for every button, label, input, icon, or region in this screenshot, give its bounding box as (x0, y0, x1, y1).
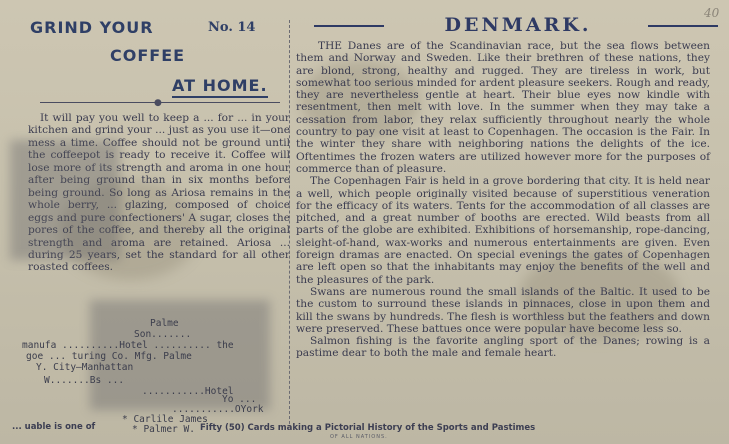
title-rule-left (314, 25, 384, 27)
series-footer-subtitle: OF ALL NATIONS. (330, 434, 388, 440)
card-number: No. 14 (208, 20, 256, 35)
ad-line: ...........Hotel (142, 386, 234, 397)
article-paragraph: The Copenhagen Fair is held in a grove bordering that city. It is held near a well, which people originally visited because of superstitious veneration for the efficacy of its waters. Tents for the accommodation of all classes are pitched, and a great number of booths are erected. Wild beasts from all parts of the globe are exhibited. Exhibitions of horsemanship, rope-dancing, sleight-of-hand, wax-works and numerous entertainments are given. Even foreign dramas are enacted. On special evenings the gates of Copenhagen are left open so that the inhabitants may enjoy the benefits of the well and the pleasures of the park. (296, 175, 710, 286)
ad-line: ...........OYork (172, 404, 264, 415)
ad-line: * Carlile James (122, 414, 208, 425)
article-paragraph: THE Danes are of the Scandinavian race, but the sea flows between them and Norway and Sweden. Like their brethren of these nations, they are blond, strong, healthy and rugged. They are tireless in work, but somewhat too serious minded for ardent pleasure seekers. Rough and ready, they are nevertheless gentle at heart. Their blue eyes now kindle with resentment, then melt with love. In the summer when they may take a cessation from labor, they relax sufficiently throughout nearly the whole country to pay one visit at least to Copenhagen. The occasion is the Fair. In the winter they share with neighboring nations the delights of the ice. Oftentimes the frozen waters are utilized however more for the purposes of commerce than of pleasure. (296, 40, 710, 175)
pencil-mark: 40 (704, 6, 720, 20)
ad-line: * Palmer W. (132, 424, 195, 435)
ad-line: W.......Bs ... (44, 375, 125, 386)
ad-line: goe ... turing Co. Mfg. Palme (26, 351, 192, 362)
ad-line: manufa ..........Hotel .......... the (22, 340, 234, 351)
article-paragraph: Swans are numerous round the small islands of the Baltic. It used to be the custom to surround these islands in pinnaces, close in upon them and kill the swans by hundreds. The flesh is worthless but the feathers and down were preserved. These battues once were popular have become less so. (296, 285, 710, 335)
series-footer: Fifty (50) Cards making a Pictorial History of the Sports and Pastimes (200, 423, 536, 433)
headline-grind-your: GRIND YOUR (30, 18, 154, 37)
ad-line: Son....... (134, 329, 192, 340)
ad-line: Palme (150, 318, 179, 329)
article-title: DENMARK. (444, 14, 592, 36)
rule-ornament-icon: ● (154, 98, 162, 108)
headline-at-home: AT HOME. (172, 76, 268, 98)
column-divider (289, 20, 290, 424)
headline-coffee: COFFEE (110, 46, 186, 65)
ink-smudge (10, 140, 120, 260)
right-column (296, 14, 716, 434)
article-paragraph: Salmon fishing is the favorite angling sport of the Danes; rowing is a pastime dear to both the male and female heart. (296, 335, 710, 360)
article-text (296, 40, 710, 360)
stamped-address-block (22, 318, 292, 435)
title-rule-right (648, 25, 718, 27)
ad-line: Y. City—Manhattan (36, 362, 134, 373)
footer-left-note: ... uable is one of (12, 422, 96, 432)
ad-line: Yo ... (222, 394, 257, 405)
coffee-advice-paragraph: It will pay you well to keep a ... for ... in your kitchen and grind your ... just as you use it—one mess a time. Coffee should not be ground until the coffeepot is ready to receive it. Coffee will lose more of its strength and aroma in one hour after being ground than in six months before being ground. So long as Ariosa remains in the whole berry, ... glazing, composed of choice eggs and pure confectioners' A sugar, closes the pores of the coffee, and thereby all the original strength and aroma are retained. Ariosa ... during 25 years, set the standard for all other roasted coffees. (28, 112, 290, 274)
